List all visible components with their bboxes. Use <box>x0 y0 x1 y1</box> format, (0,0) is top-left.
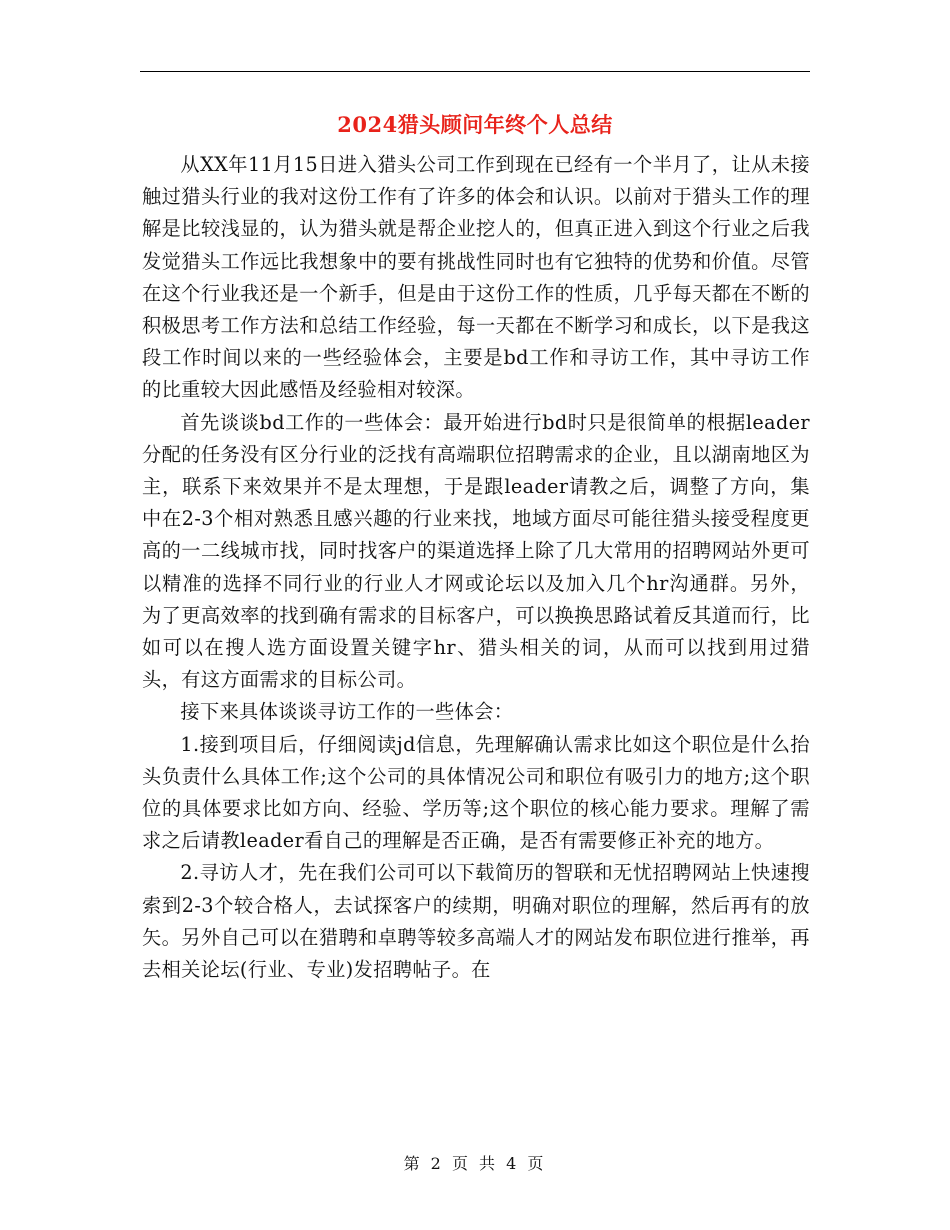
header-rule <box>140 71 810 72</box>
document-title: 2024猎头顾问年终个人总结 <box>337 112 613 137</box>
paragraph-search-heading: 接下来具体谈谈寻访工作的一些体会： <box>180 700 514 724</box>
document-body <box>142 149 810 986</box>
paragraph-point-1: 1.接到项目后，仔细阅读jd信息，先理解确认需求比如这个职位是什么抬头负责什么具体工作;这个公司的具体情况公司和职位有吸引力的地方;这个职位的具体要求比如方向、经验、学历等;这个职位的核心能力要求。理解了需求之后请教leader看自己的理解是否正确，是否有需要修正补充的地方。 <box>142 732 810 853</box>
paragraph-point-2: 2.寻访人才，先在我们公司可以下载简历的智联和无忧招聘网站上快速搜索到2-3个较合格人，去试探客户的续期，明确对职位的理解，然后再有的放矢。另外自己可以在猎聘和卓聘等较多高端人才的网站发布职位进行推举，再去相关论坛(行业、专业)发招聘帖子。在 <box>142 861 810 982</box>
page-number: 第 2 页 共 4 页 <box>403 1154 547 1173</box>
paragraph-bd-experience: 首先谈谈bd工作的一些体会：最开始进行bd时只是很简单的根据leader分配的任务没有区分行业的泛找有高端职位招聘需求的企业，且以湖南地区为主，联系下来效果并不是太理想，于是跟leader请教之后，调整了方向，集中在2-3个相对熟悉且感兴趣的行业来找，地域方面尽可能往猎头接受程度更高的一二线城市找，同时找客户的渠道选择上除了几大常用的招聘网站外更可以精准的选择不同行业的行业人才网或论坛以及加入几个hr沟通群。另外，为了更高效率的找到确有需求的目标客户，可以换换思路试着反其道而行，比如可以在搜人选方面设置关键字hr、猎头相关的词，从而可以找到用过猎头，有这方面需求的目标公司。 <box>142 410 810 692</box>
paragraph-intro: 从XX年11月15日进入猎头公司工作到现在已经有一个半月了，让从未接触过猎头行业的我对这份工作有了许多的体会和认识。以前对于猎头工作的理解是比较浅显的，认为猎头就是帮企业挖人的，但真正进入到这个行业之后我发觉猎头工作远比我想象中的要有挑战性同时也有它独特的优势和价值。尽管在这个行业我还是一个新手，但是由于这份工作的性质，几乎每天都在不断的积极思考工作方法和总结工作经验，每一天都在不断学习和成长，以下是我这段工作时间以来的一些经验体会，主要是bd工作和寻访工作，其中寻访工作的比重较大因此感悟及经验相对较深。 <box>142 153 810 402</box>
